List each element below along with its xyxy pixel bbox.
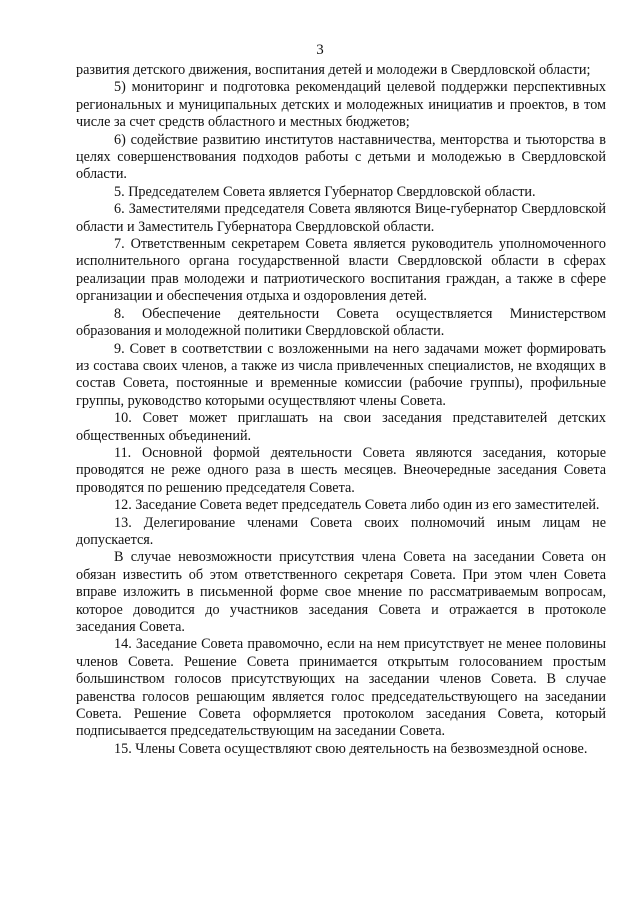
paragraph-item-6: 6) содействие развитию институтов наставничества, менторства и тьюторства в целях совершенствования подходов работы с детьми и молодежью в Свердловской области. [76,131,606,183]
document-body [76,62,606,758]
page-number: 3 [316,42,324,58]
paragraph-clause-9: 9. Совет в соответствии с возложенными на него задачами может формировать из состава своих членов, а также из числа привлеченных специалистов, не входящих в состав Совета, постоянные и временные комиссии (рабочие группы), профильные группы, руководство которыми осуществляют члены Совета. [76,340,606,409]
paragraph-clause-8: 8. Обеспечение деятельности Совета осуществляется Министерством образования и молодежной политики Свердловской области. [76,305,606,340]
paragraph-clause-6: 6. Заместителями председателя Совета являются Вице-губернатор Свердловской области и Заместитель Губернатора Свердловской области. [76,201,606,235]
paragraph-clause-13: 13. Делегирование членами Совета своих полномочий иным лицам не допускается. [76,514,606,548]
paragraph-clause-11: 11. Основной формой деятельности Совета являются заседания, которые проводятся не реже одного раза в шесть месяцев. Внеочередные заседания Совета проводятся по решению председателя Совета. [76,444,606,496]
paragraph-item-5: 5) мониторинг и подготовка рекомендаций целевой поддержки перспективных региональных и муниципальных детских и молодежных инициатив и проектов, в том числе за счет средств областного и местных бюджетов; [76,79,606,131]
paragraph-clause-7: 7. Ответственным секретарем Совета является руководитель уполномоченного исполнительного органа государственной власти Свердловской области в сферах реализации прав молодежи и патриотического воспитания граждан, а также в сфере организации и обеспечения отдыха и оздоровления детей. [76,236,606,305]
paragraph-continued: развития детского движения, воспитания детей и молодежи в Свердловской области; [76,62,591,78]
paragraph-clause-13-detail: В случае невозможности присутствия члена Совета на заседании Совета он обязан известить об этом ответственного секретаря Совета. При этом член Совета вправе изложить в письменной форме свое мнение по рассматриваемым вопросам, которое доводится до участников заседания Совета и отражается в протоколе заседания Совета. [76,549,606,635]
paragraph-clause-15: 15. Члены Совета осуществляют свою деятельность на безвозмездной основе. [114,740,588,757]
paragraph-clause-12: 12. Заседание Совета ведет председатель Совета либо один из его заместителей. [114,497,600,514]
paragraph-clause-14: 14. Заседание Совета правомочно, если на нем присутствует не менее половины членов Совета. Решение Совета принимается открытым голосованием простым большинством голосов присутствующих на заседании членов Совета. В случае равенства голосов решающим является голос председательствующего на заседании Совета. Решение Совета оформляется протоколом заседания Совета, который подписывается председательствующим на заседании Совета. [76,636,606,740]
paragraph-clause-5: 5. Председателем Совета является Губернатор Свердловской области. [114,183,536,200]
paragraph-clause-10: 10. Совет может приглашать на свои заседания представителей детских общественных объединений. [76,410,606,444]
